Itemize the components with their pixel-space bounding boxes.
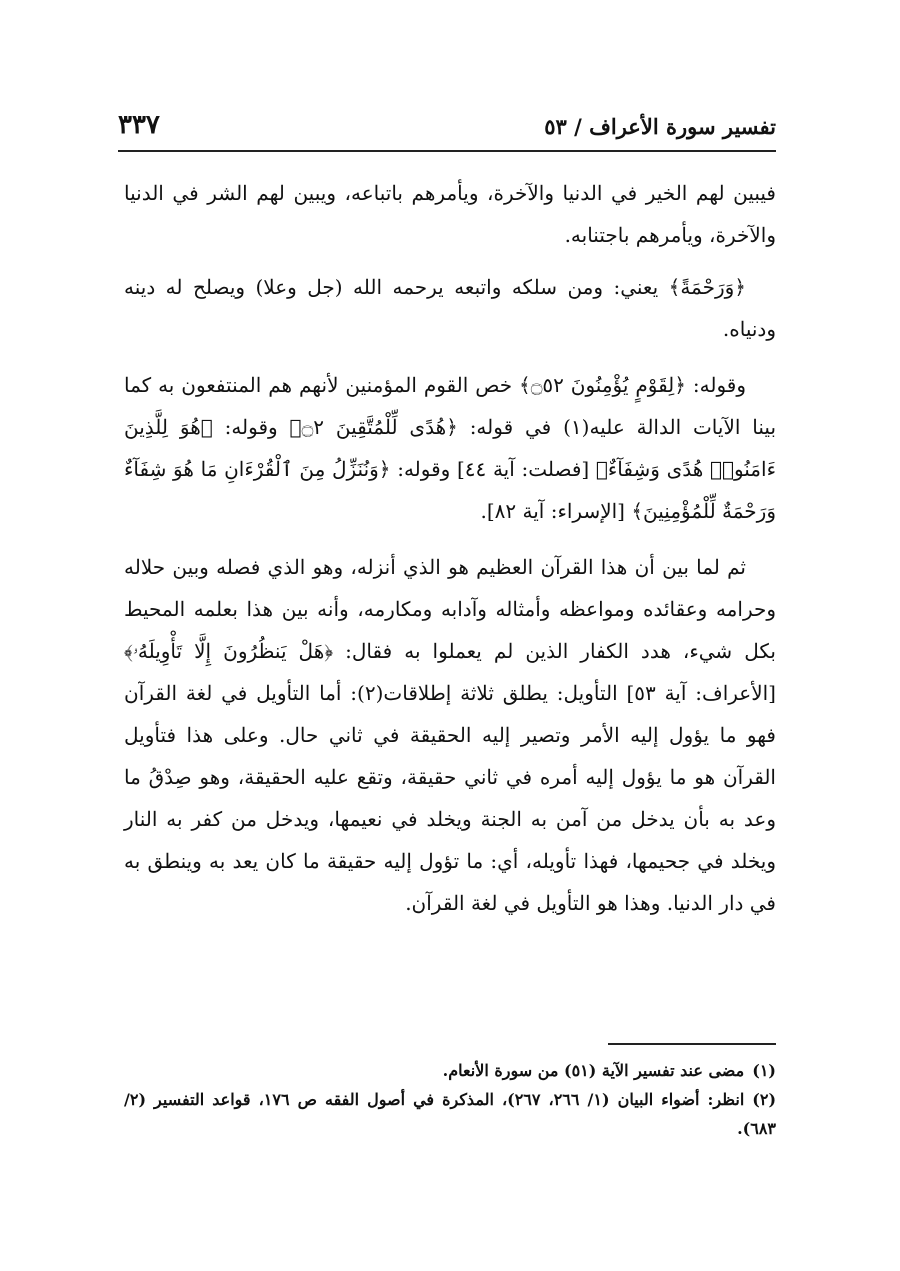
footnotes [124,1056,776,1143]
page-number: ٣٣٧ [118,110,160,140]
footnote-separator [608,1043,776,1045]
footnote-1 [124,1056,776,1085]
main-text [124,172,776,934]
running-title: تفسير سورة الأعراف / ٥٣ [544,114,776,139]
footnote-text: مضى عند تفسير الآية (٥١) من سورة الأنعام. [442,1061,745,1080]
footnote-number: (١) [752,1061,776,1080]
running-header [118,108,776,152]
paragraph-4: ثم لما بين أن هذا القرآن العظيم هو الذي أنزله، وهو الذي فصله وبين حلاله وحرامه وعقائده ومواعظه وأمثاله وآدابه ومكارمه، وأنه بين هذا بعلمه المحيط بكل شيء، هدد الكفار الذين لم يعملوا به فقال: ﴿هَلْ يَنظُرُونَ إِلَّا تَأْوِيلَهُۥ﴾ [الأعراف: آية ٥٣] التأويل: يطلق ثلاثة إطلاقات(٢): أما التأويل في لغة القرآن فهو ما يؤول إليه الأمر وتصير إليه الحقيقة في ثاني حال. وعلى هذا فتأويل القرآن هو ما يؤول إليه أمره في ثاني حقيقة، وتقع عليه الحقيقة، وهو صِدْقُ ما وعد به بأن يدخل من آمن به الجنة ويخلد في نعيمها، ويدخل من كفر به النار ويخلد في جحيمها، فهذا تأويله، أي: ما تؤول إليه حقيقة ما كان يعد به وينطق به في دار الدنيا. وهذا هو التأويل في لغة القرآن. [124,555,776,915]
footnote-2 [124,1085,776,1143]
paragraph-1: فيبين لهم الخير في الدنيا والآخرة، ويأمرهم باتباعه، ويبين لهم الشر في الدنيا والآخرة، ويأمرهم باجتنابه. [124,181,776,247]
footnote-number: (٢) [752,1090,777,1109]
paragraph-2: ﴿وَرَحْمَةً﴾ يعني: ومن سلكه واتبعه يرحمه الله (جل وعلا) ويصلح له دينه ودنياه. [124,275,776,341]
paragraph-3: وقوله: ﴿لِقَوْمٍ يُؤْمِنُونَ ۝٥٢﴾ خص القوم المؤمنين لأنهم هم المنتفعون به كما بينا الآيات الدالة عليه(١) في قوله: ﴿هُدًى لِّلْمُتَّقِينَ ۝٢﴾ وقوله: ﴿هُوَ لِلَّذِينَ ءَامَنُوا۟ هُدًى وَشِفَآءٌ﴾ [فصلت: آية ٤٤] وقوله: ﴿وَنُنَزِّلُ مِنَ ٱلْقُرْءَانِ مَا هُوَ شِفَآءٌ وَرَحْمَةٌ لِّلْمُؤْمِنِينَ﴾ [الإسراء: آية ٨٢]. [124,373,777,523]
footnote-text: انظر: أضواء البيان (١/ ٢٦٦، ٢٦٧)، المذكرة في أصول الفقه ص ١٧٦، قواعد التفسير (٢/ ٦٨٣). [124,1090,776,1138]
